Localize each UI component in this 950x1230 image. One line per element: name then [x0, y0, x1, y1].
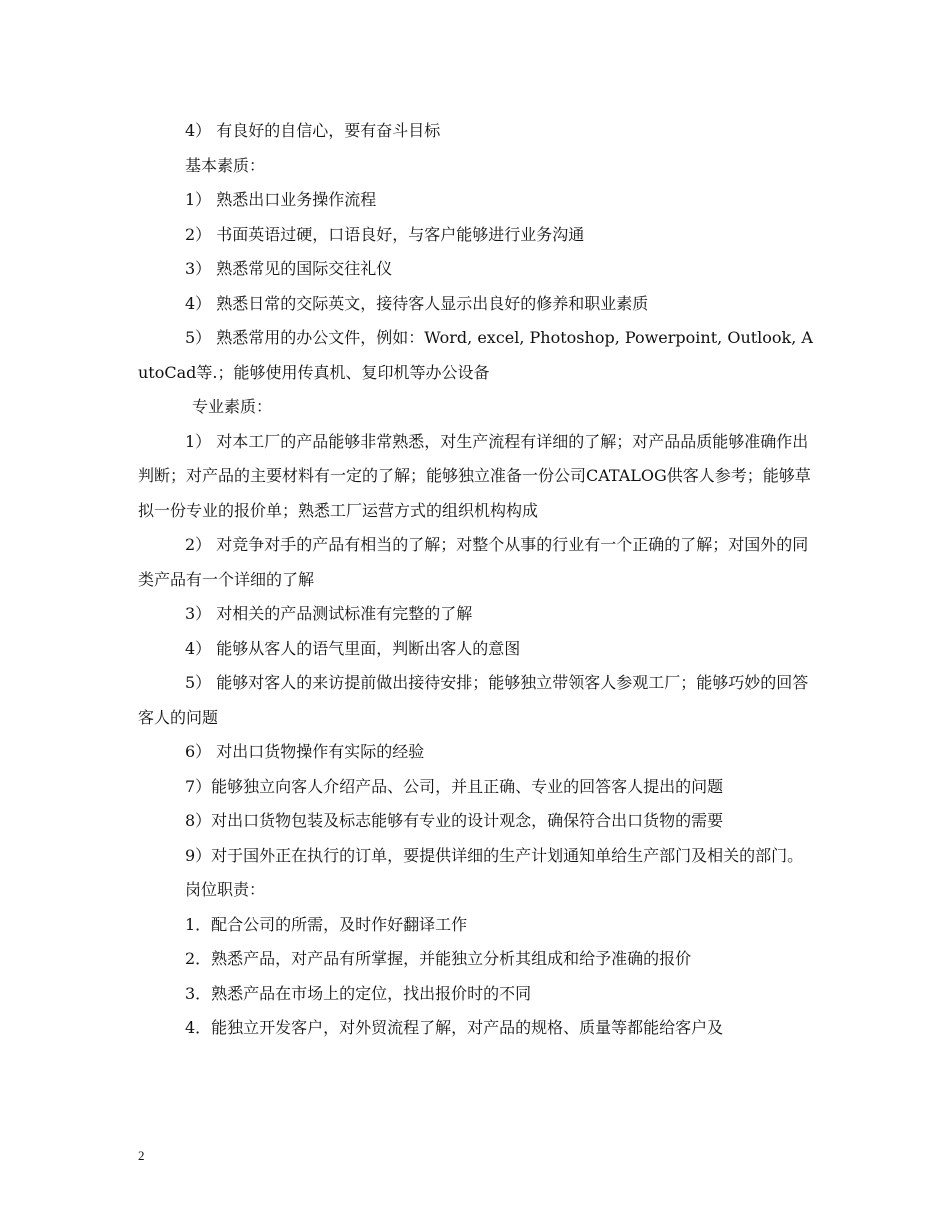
paragraph: 4） 熟悉日常的交际英文，接待客人显示出良好的修养和职业素质: [185, 293, 649, 313]
paragraph: 4） 有良好的自信心，要有奋斗目标: [185, 121, 441, 140]
paragraph: 5） 熟悉常用的办公文件，例如：Word, excel, Photoshop, Powerpoint, Outlook, AutoCad等.；能够使用传真机、复印机等办公设备: [138, 328, 813, 382]
paragraph: 2．熟悉产品，对产品有所掌握，并能独立分析其组成和给予准确的报价: [185, 949, 692, 968]
page-number: 2: [138, 1148, 145, 1163]
paragraph: 7）能够独立向客人介绍产品、公司，并且正确、专业的回答客人提出的问题: [185, 776, 724, 796]
paragraph: 1） 熟悉出口业务操作流程: [185, 190, 377, 209]
paragraph: 1） 对本工厂的产品能够非常熟悉，对生产流程有详细的了解；对产品品质能够准确作出判断；对产品的主要材料有一定的了解；能够独立准备一份公司CATALOG供客人参考；能够草拟一份专业的报价单；熟悉工厂运营方式的组织机构构成: [138, 431, 811, 520]
paragraph: 1．配合公司的所需，及时作好翻译工作: [185, 914, 468, 934]
paragraph: 9）对于国外正在执行的订单，要提供详细的生产计划通知单给生产部门及相关的部门。: [185, 845, 804, 865]
paragraph: 4．能独立开发客户，对外贸流程了解，对产品的规格、质量等都能给客户及: [185, 1018, 724, 1037]
paragraph: 5） 能够对客人的来访提前做出接待安排；能够独立带领客人参观工厂；能够巧妙的回答客人的问题: [138, 673, 809, 727]
section-heading-professional-qualities: 专业素质：: [192, 397, 273, 416]
paragraph: 3） 对相关的产品测试标准有完整的了解: [185, 604, 473, 623]
paragraph: 2） 对竞争对手的产品有相当的了解；对整个从事的行业有一个正确的了解；对国外的同类产品有一个详细的了解: [138, 535, 809, 589]
paragraph: 3．熟悉产品在市场上的定位，找出报价时的不同: [185, 983, 532, 1003]
document-body: [138, 114, 818, 1046]
paragraph: 6） 对出口货物操作有实际的经验: [185, 742, 425, 761]
paragraph: 3） 熟悉常见的国际交往礼仪: [185, 259, 393, 278]
section-heading-job-duties: 岗位职责：: [185, 880, 266, 899]
paragraph: 8）对出口货物包装及标志能够有专业的设计观念，确保符合出口货物的需要: [185, 811, 724, 830]
paragraph: 2） 书面英语过硬，口语良好，与客户能够进行业务沟通: [185, 224, 585, 244]
section-heading-basic-qualities: 基本素质：: [185, 155, 266, 175]
paragraph: 4） 能够从客人的语气里面，判断出客人的意图: [185, 638, 521, 658]
